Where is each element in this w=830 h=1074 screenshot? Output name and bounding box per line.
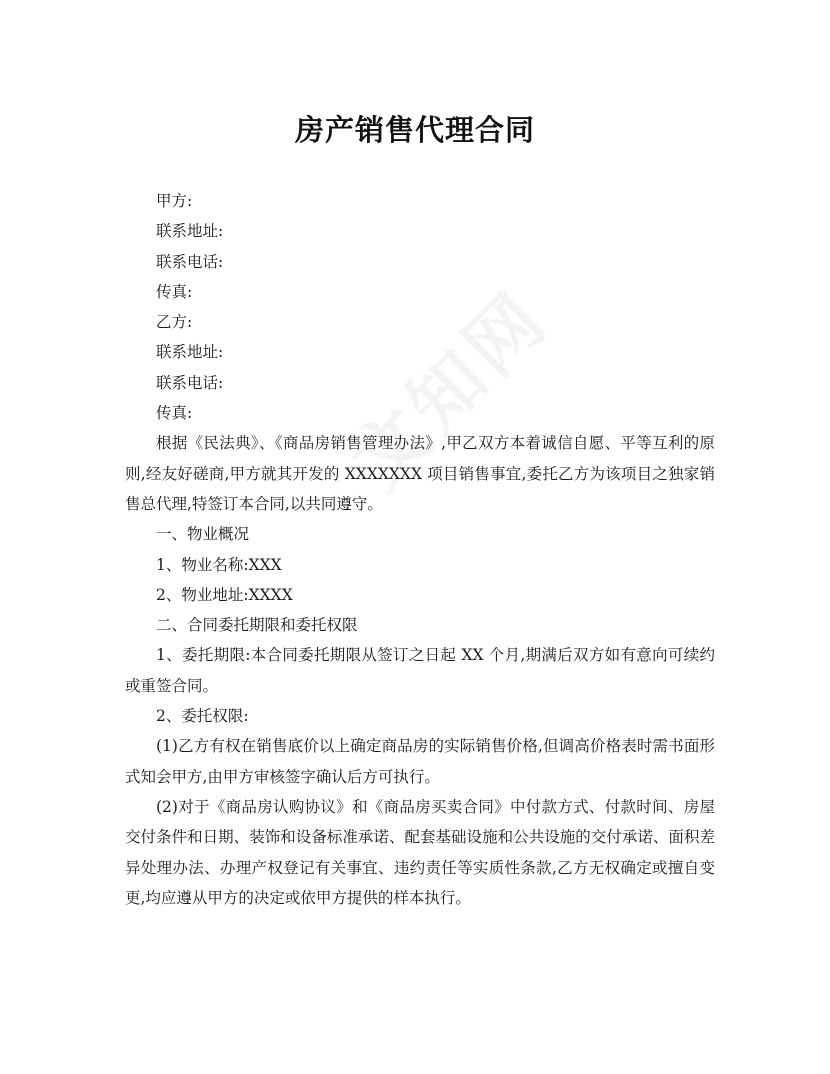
property-name-item: 1、物业名称:XXX [156, 555, 282, 574]
term-paragraph: 1、委托期限:本合同委托期限从签订之日起 XX 个月,期满后双方如有意向可续约或重签合同。 [125, 646, 715, 695]
party-b-fax-label: 传真: [156, 404, 193, 423]
preamble-paragraph: 根据《民法典》、《商品房销售管理办法》,甲乙双方本着诚信自愿、平等互利的原则,经友好磋商,甲方就其开发的 XXXXXXX 项目销售事宜,委托乙方为该项目之独家销售总代理,特签订本合同,以共同遵守。 [125, 434, 715, 513]
party-a-address-label: 联系地址: [156, 222, 224, 241]
party-b-phone-label: 联系电话: [156, 373, 224, 392]
authority-heading: 2、委托权限: [156, 707, 249, 726]
party-a-label: 甲方: [156, 192, 193, 210]
party-a-fax-label: 传真: [156, 282, 193, 301]
party-b-address-label: 联系地址: [156, 343, 224, 362]
section-1-heading: 一、物业概况 [156, 525, 250, 544]
party-b-label: 乙方: [156, 313, 193, 332]
authority-clause-1: (1)乙方有权在销售底价以上确定商品房的实际销售价格,但调高价格表时需书面形式知会甲方,由甲方审核签字确认后方可执行。 [125, 737, 715, 786]
property-address-item: 2、物业地址:XXXX [156, 585, 293, 604]
contract-body [125, 186, 715, 913]
page-title: 房产销售代理合同 [294, 113, 535, 147]
party-a-phone-label: 联系电话: [156, 252, 224, 271]
authority-clause-2: (2)对于《商品房认购协议》和《商品房买卖合同》中付款方式、付款时间、房屋交付条件和日期、装饰和设备标准承诺、配套基础设施和公共设施的交付承诺、面积差异处理办法、办理产权登记有关事宜、违约责任等实质性条款,乙方无权确定或擅自变更,均应遵从甲方的决定或依甲方提供的样本执行。 [125, 797, 715, 907]
section-2-heading: 二、合同委托期限和委托权限 [156, 616, 358, 635]
